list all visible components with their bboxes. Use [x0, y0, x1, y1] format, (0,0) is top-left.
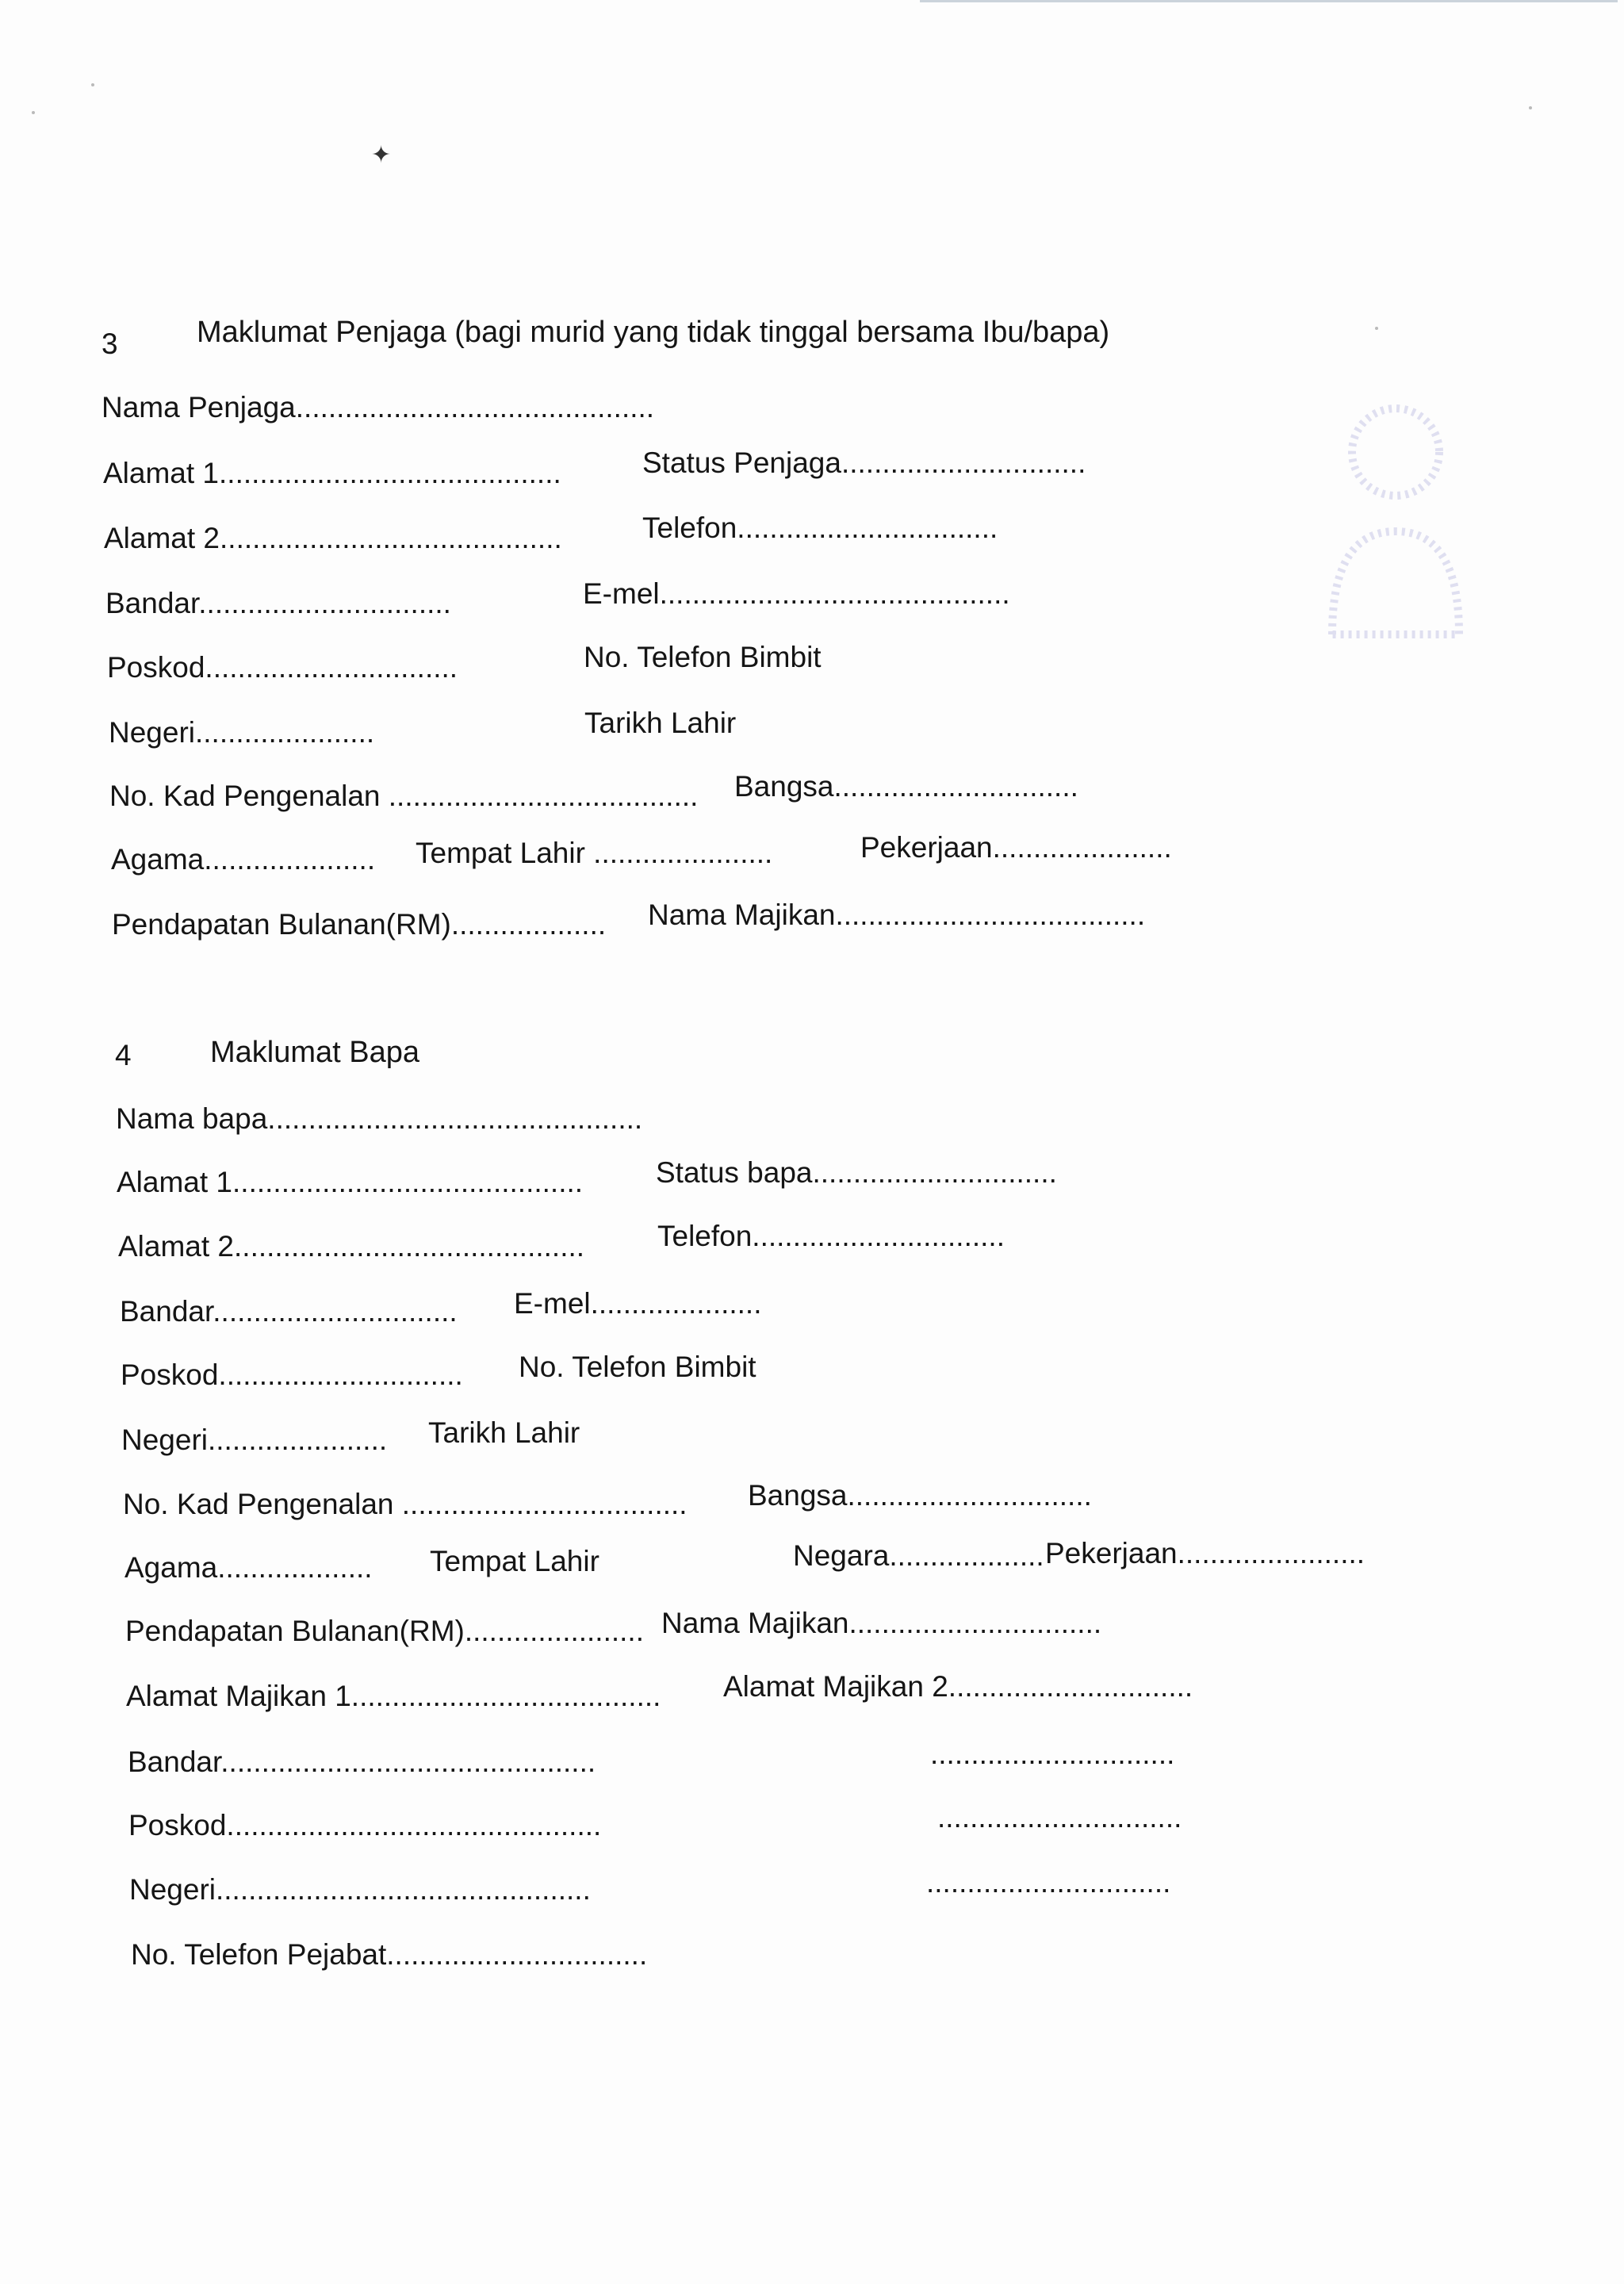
- nama-penjaga-field[interactable]: Nama Penjaga............................................: [102, 391, 655, 423]
- pendapatan-field[interactable]: Pendapatan Bulanan(RM)...................: [112, 908, 607, 941]
- bapa-telefon-field[interactable]: Telefon...............................: [657, 1220, 1005, 1252]
- scan-speck: [1375, 327, 1378, 330]
- bapa-bandar-field[interactable]: Bandar..............................: [120, 1295, 458, 1328]
- bapa-pekerjaan-field[interactable]: Pekerjaan.......................: [1045, 1537, 1365, 1569]
- alamat-majikan2-field[interactable]: Alamat Majikan 2..............................: [723, 1670, 1193, 1703]
- negeri-field[interactable]: Negeri......................: [109, 716, 375, 749]
- pekerjaan-field[interactable]: Pekerjaan......................: [860, 831, 1172, 864]
- scan-speck: [91, 83, 94, 86]
- status-bapa-field[interactable]: Status bapa..............................: [656, 1156, 1057, 1189]
- tempat-lahir-field[interactable]: Tempat Lahir ......................: [416, 837, 773, 869]
- agama-field[interactable]: Agama.....................: [111, 843, 376, 876]
- majikan2-bandar-line[interactable]: ..............................: [930, 1738, 1175, 1770]
- poskod-field[interactable]: Poskod...............................: [107, 651, 458, 684]
- section3-number: 3: [102, 328, 118, 360]
- section3-title: Maklumat Penjaga (bagi murid yang tidak tinggal bersama Ibu/bapa): [197, 316, 1110, 349]
- bapa-pendapatan-field[interactable]: Pendapatan Bulanan(RM)......................: [125, 1615, 644, 1647]
- bapa-alamat1-field[interactable]: Alamat 1...........................................: [117, 1166, 584, 1198]
- majikan-bandar-field[interactable]: Bandar..............................................: [128, 1746, 596, 1778]
- bapa-tempat-lahir-field[interactable]: Tempat Lahir: [430, 1545, 599, 1577]
- bapa-no-kad-pengenalan-field[interactable]: No. Kad Pengenalan ...................................: [123, 1488, 688, 1520]
- bapa-negeri-field[interactable]: Negeri......................: [121, 1424, 388, 1456]
- bangsa-field[interactable]: Bangsa..............................: [734, 770, 1078, 803]
- section4-title: Maklumat Bapa: [210, 1036, 420, 1069]
- no-telefon-bimbit-field[interactable]: No. Telefon Bimbit: [584, 641, 822, 673]
- bapa-poskod-field[interactable]: Poskod..............................: [121, 1359, 463, 1391]
- ink-mark: ✦: [371, 142, 392, 168]
- bapa-tarikh-lahir-field[interactable]: Tarikh Lahir: [428, 1416, 580, 1449]
- alamat2-field[interactable]: Alamat 2..........................................: [104, 522, 562, 554]
- scan-speck: [1529, 106, 1532, 109]
- bapa-alamat2-field[interactable]: Alamat 2...........................................: [118, 1230, 585, 1263]
- bapa-no-telefon-bimbit-field[interactable]: No. Telefon Bimbit: [519, 1351, 756, 1383]
- no-kad-pengenalan-field[interactable]: No. Kad Pengenalan ......................................: [109, 780, 699, 812]
- majikan2-negeri-line[interactable]: ..............................: [926, 1866, 1171, 1899]
- bleed-through-text: [956, 178, 963, 204]
- tarikh-lahir-field[interactable]: Tarikh Lahir: [584, 707, 737, 739]
- status-penjaga-field[interactable]: Status Penjaga..............................: [642, 446, 1086, 479]
- section4-number: 4: [115, 1039, 132, 1071]
- bapa-bangsa-field[interactable]: Bangsa..............................: [748, 1479, 1092, 1512]
- bleed-through-emblem: [1316, 397, 1475, 658]
- no-telefon-pejabat-field[interactable]: No. Telefon Pejabat................................: [131, 1938, 648, 1971]
- alamat1-field[interactable]: Alamat 1..........................................: [103, 457, 561, 489]
- nama-bapa-field[interactable]: Nama bapa..............................................: [116, 1102, 643, 1135]
- scan-edge-line: [920, 0, 1618, 2]
- alamat-majikan1-field[interactable]: Alamat Majikan 1......................................: [126, 1680, 661, 1712]
- emel-field[interactable]: E-mel...........................................: [583, 577, 1010, 610]
- bandar-field[interactable]: Bandar...............................: [105, 587, 451, 619]
- scan-speck: [32, 111, 35, 114]
- bapa-negara-field[interactable]: Negara...................: [793, 1539, 1044, 1572]
- majikan-poskod-field[interactable]: Poskod..............................................: [128, 1809, 602, 1841]
- bapa-emel-field[interactable]: E-mel.....................: [514, 1287, 762, 1320]
- majikan2-poskod-line[interactable]: ..............................: [937, 1801, 1182, 1834]
- bapa-nama-majikan-field[interactable]: Nama Majikan...............................: [661, 1607, 1102, 1639]
- telefon-field[interactable]: Telefon................................: [642, 512, 998, 544]
- majikan-negeri-field[interactable]: Negeri..............................................: [129, 1873, 591, 1906]
- bapa-agama-field[interactable]: Agama...................: [124, 1551, 373, 1584]
- nama-majikan-field[interactable]: Nama Majikan......................................: [648, 899, 1146, 931]
